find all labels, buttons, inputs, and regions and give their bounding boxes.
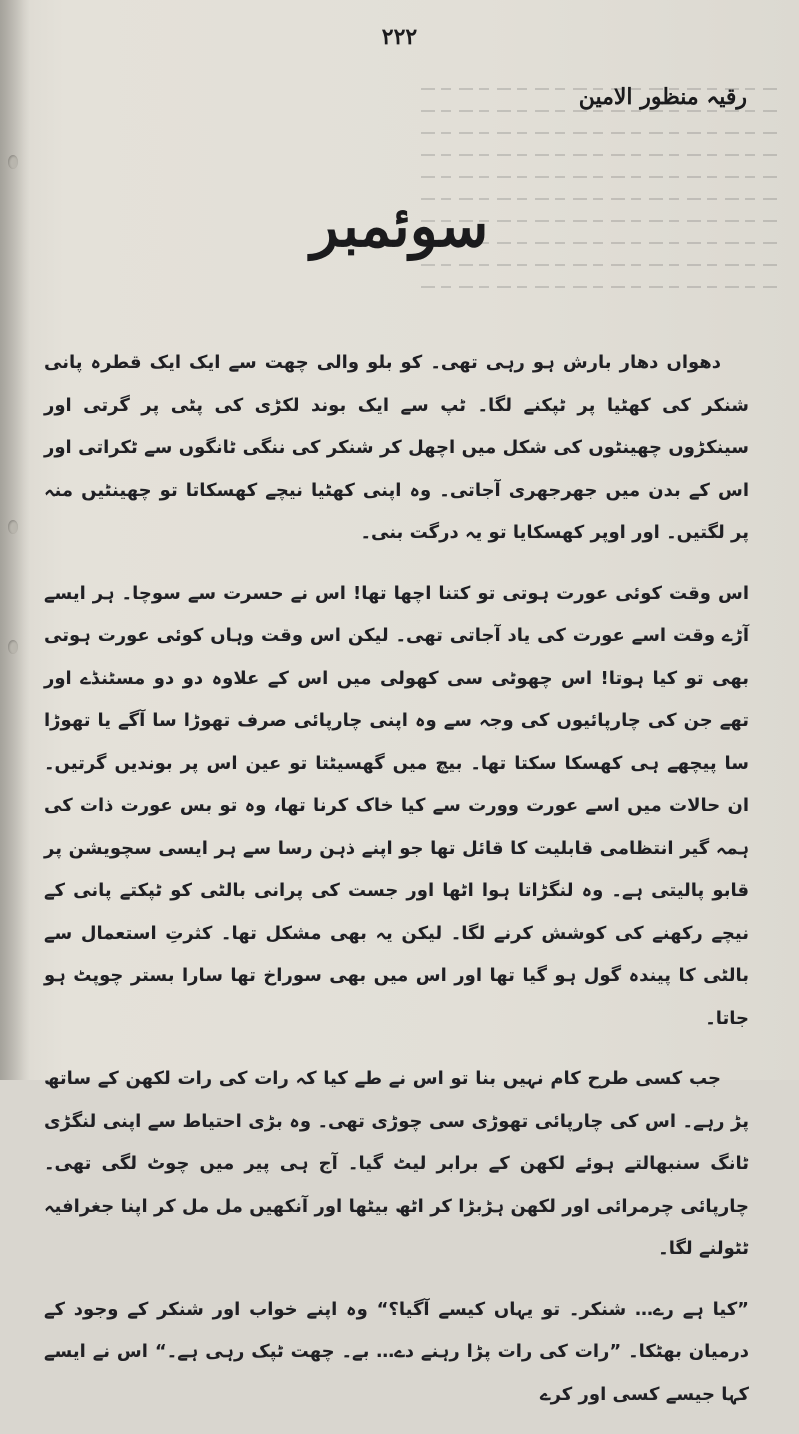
story-title: سوئمبر bbox=[310, 192, 489, 260]
author-name: رقیہ منظور الامین bbox=[578, 84, 747, 110]
page-number: ۲۲۲ bbox=[381, 24, 418, 50]
binding-hole bbox=[8, 640, 18, 654]
paragraph: اس وقت کوئی عورت ہوتی تو کتنا اچھا تھا! اس نے حسرت سے سوچا۔ ہر ایسے آڑے وقت اسے عورت کی یاد آجاتی تھی۔ لیکن اس وقت وہاں کوئی عورت ہوتی بھی تو کیا ہوتا! اس چھوٹی سی کھولی میں اس کے علاوہ دو دو مسٹنڈے اور تھے جن کی چارپائیوں کی وجہ سے وہ اپنی چارپائی صرف تھوڑا سا آگے یا تھوڑا سا پیچھے ہی کھسکا سکتا تھا۔ بیچ میں گھسیٹتا تو عین اس پر بوندیں گرتیں۔ ان حالات میں اسے عورت وورت سے کیا خاک کرنا تھا، وہ تو بس عورت ذات کی ہمہ گیر انتظامی قابلیت کا قائل تھا جو اپنے ذہن رسا سے ہر ایسی سچویشن پر قابو پالیتی ہے۔ وہ لنگڑاتا ہوا اٹھا اور جست کی پرانی بالٹی کو ٹپکتے پانی کے نیچے رکھنے کی کوشش کرنے لگا۔ لیکن یہ بھی مشکل تھا۔ کثرتِ استعمال سے بالٹی کا پیندہ گول ہو گیا تھا اور اس میں بھی سوراخ تھا سارا بستر چوپٹ ہو جاتا۔ bbox=[44, 582, 749, 1029]
story-body bbox=[44, 342, 749, 1434]
binding-hole bbox=[8, 520, 18, 534]
paragraph: ”کیا ہے رے… شنکر۔ تو یہاں کیسے آگیا؟“ وہ اپنے خواب اور شنکر کے وجود کے درمیان بھٹکا۔ ”رات کی رات پڑا رہنے دے… بے۔ چھت ٹپک رہی ہے۔“ اس نے ایسے کہا جیسے کسی اور کرے bbox=[44, 1298, 749, 1405]
binding-hole bbox=[8, 155, 18, 169]
paragraph: دھواں دھار بارش ہو رہی تھی۔ کو بلو والی چھت سے ایک ایک قطرہ پانی شنکر کی کھٹیا پر ٹپکنے لگا۔ ٹپ سے ایک بوند لکڑی کی پٹی پر گرتی اور سینکڑوں چھینٹوں کی شکل میں اچھل کر شنکر کی ننگی ٹانگوں سے ٹکراتی اور اس کے بدن میں جھرجھری آجاتی۔ وہ اپنی کھٹیا نیچے کھسکاتا تو چھینٹیں منہ پر لگتیں۔ اور اوپر کھسکایا تو یہ درگت بنی۔ bbox=[44, 352, 749, 543]
paragraph: جب کسی طرح کام نہیں بنا تو اس نے طے کیا کہ رات کی رات لکھن کے ساتھ پڑ رہے۔ اس کی چارپائی تھوڑی سی چوڑی تھی۔ وہ بڑی احتیاط سے اپنی لنگڑی ٹانگ سنبھالتے ہوئے لکھن کے برابر لیٹ گیا۔ آج ہی پیر میں چوٹ لگی تھی۔ چارپائی چرمرائی اور لکھن ہڑبڑا کر اٹھ بیٹھا اور آنکھیں مل مل کر اپنا جغرافیہ ٹٹولنے لگا۔ bbox=[44, 1068, 749, 1259]
